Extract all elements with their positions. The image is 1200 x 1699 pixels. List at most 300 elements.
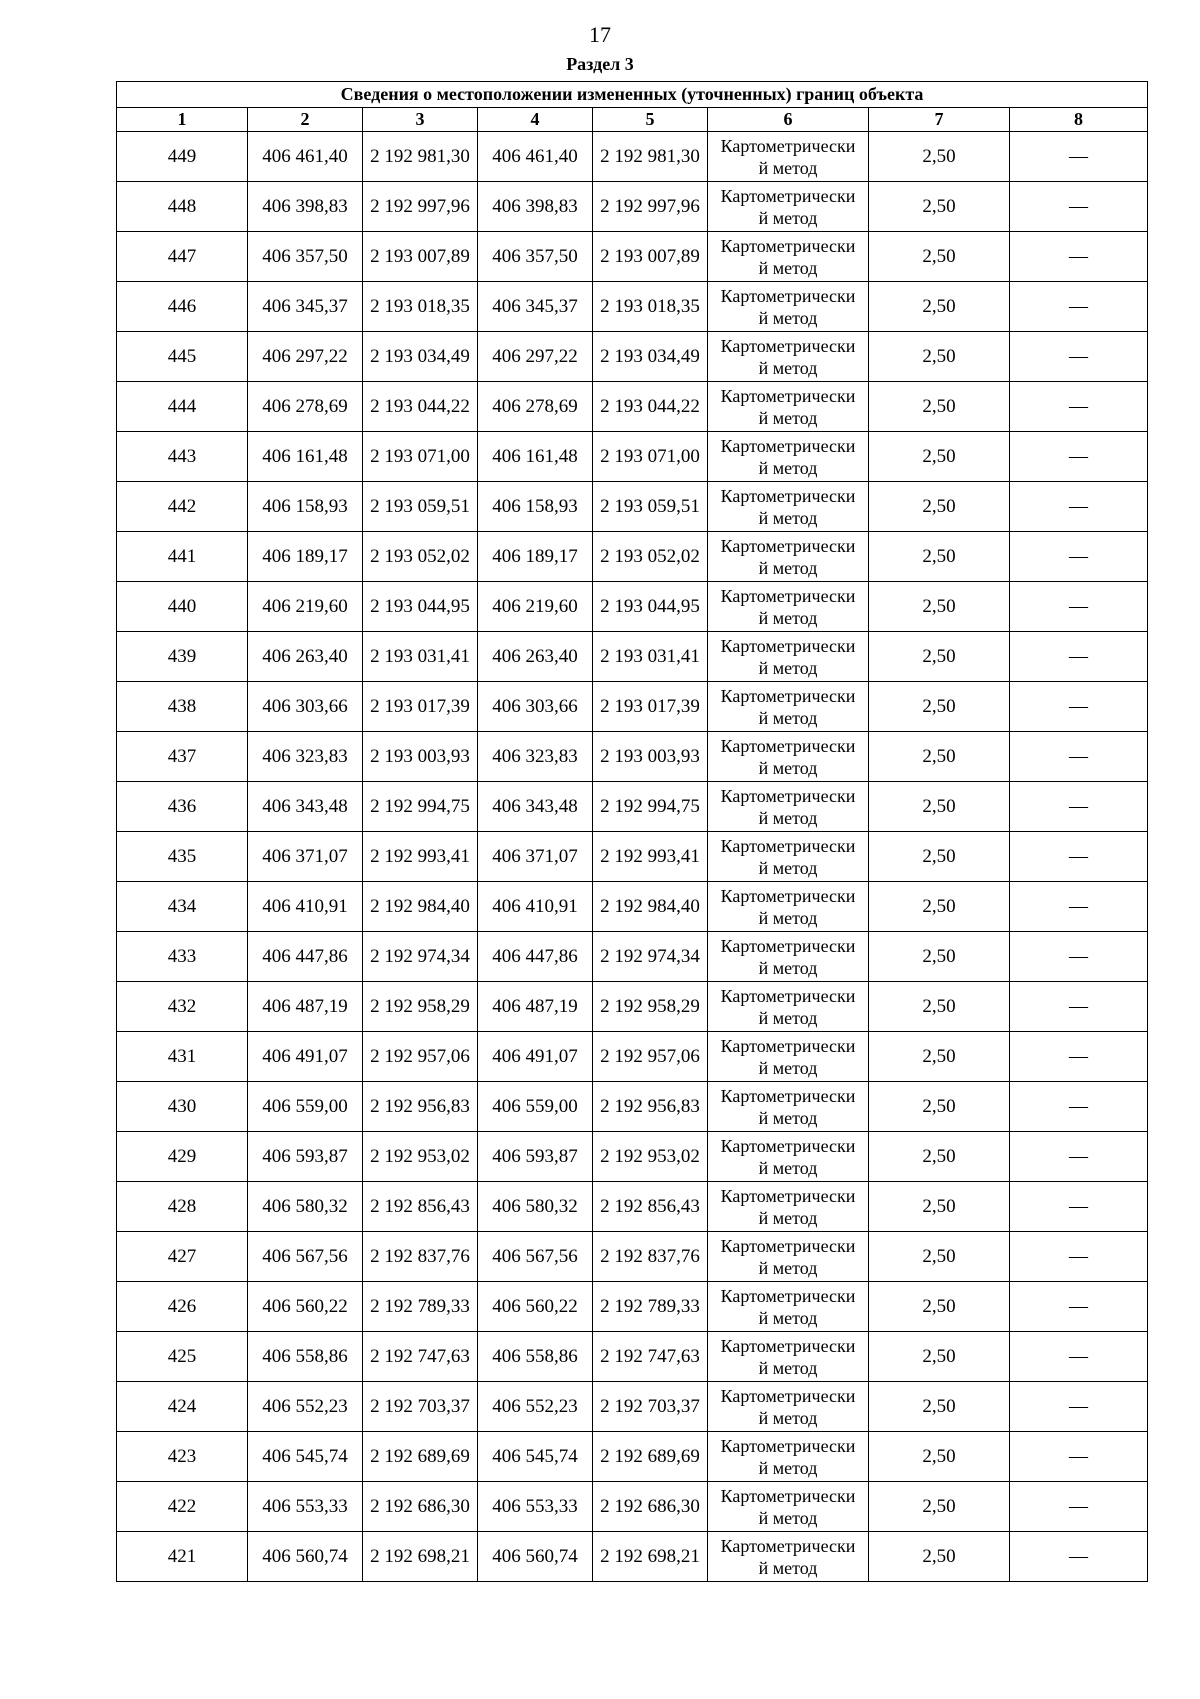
description-cell: —: [1010, 482, 1148, 532]
method-cell: [708, 732, 869, 782]
existing-x-cell: 406 553,33: [248, 1482, 363, 1532]
existing-x-cell: 406 263,40: [248, 632, 363, 682]
existing-y-cell: 2 193 007,89: [363, 232, 478, 282]
method-text-line-2: й метод: [758, 807, 818, 828]
table-row: [117, 182, 1148, 232]
refined-y-cell: 2 193 018,35: [593, 282, 708, 332]
method-text-line-2: й метод: [758, 1357, 818, 1378]
description-cell: —: [1010, 182, 1148, 232]
accuracy-cell: 2,50: [869, 482, 1010, 532]
accuracy-cell: 2,50: [869, 132, 1010, 182]
column-number-8: 8: [1010, 108, 1148, 132]
table-row: [117, 582, 1148, 632]
refined-y-cell: 2 192 984,40: [593, 882, 708, 932]
method-text-line-2: й метод: [758, 1157, 818, 1178]
method-cell: [708, 1482, 869, 1532]
accuracy-cell: 2,50: [869, 332, 1010, 382]
method-text-line-2: й метод: [758, 1107, 818, 1128]
method-text-line-1: Картометрически: [720, 585, 856, 606]
table-caption-row: [117, 82, 1148, 108]
existing-x-cell: 406 357,50: [248, 232, 363, 282]
accuracy-cell: 2,50: [869, 1482, 1010, 1532]
table-row: [117, 782, 1148, 832]
method-cell: [708, 332, 869, 382]
existing-y-cell: 2 192 981,30: [363, 132, 478, 182]
method-text-line-1: Картометрически: [720, 785, 856, 806]
refined-y-cell: 2 192 837,76: [593, 1232, 708, 1282]
refined-x-cell: 406 558,86: [478, 1332, 593, 1382]
table-row: [117, 282, 1148, 332]
table-row: [117, 1482, 1148, 1532]
existing-x-cell: 406 580,32: [248, 1182, 363, 1232]
point-number-cell: 432: [117, 982, 248, 1032]
method-text-line-2: й метод: [758, 1307, 818, 1328]
point-number-cell: 437: [117, 732, 248, 782]
point-number-cell: 446: [117, 282, 248, 332]
table-row: [117, 1132, 1148, 1182]
description-cell: —: [1010, 1132, 1148, 1182]
method-text-line-2: й метод: [758, 1457, 818, 1478]
method-text-line-1: Картометрически: [720, 485, 856, 506]
description-cell: —: [1010, 432, 1148, 482]
table-row: [117, 1032, 1148, 1082]
point-number-cell: 442: [117, 482, 248, 532]
method-text-line-1: Картометрически: [720, 1285, 856, 1306]
method-cell: [708, 1332, 869, 1382]
refined-y-cell: 2 192 698,21: [593, 1532, 708, 1582]
existing-x-cell: 406 303,66: [248, 682, 363, 732]
existing-x-cell: 406 567,56: [248, 1232, 363, 1282]
refined-x-cell: 406 447,86: [478, 932, 593, 982]
method-text-line-1: Картометрически: [720, 1385, 856, 1406]
existing-y-cell: 2 192 953,02: [363, 1132, 478, 1182]
method-cell: [708, 382, 869, 432]
refined-x-cell: 406 371,07: [478, 832, 593, 882]
description-cell: —: [1010, 532, 1148, 582]
method-text-line-1: Картометрически: [720, 835, 856, 856]
accuracy-cell: 2,50: [869, 1282, 1010, 1332]
method-text-line-1: Картометрически: [720, 735, 856, 756]
method-text-line-2: й метод: [758, 407, 818, 428]
existing-x-cell: 406 560,22: [248, 1282, 363, 1332]
existing-x-cell: 406 552,23: [248, 1382, 363, 1432]
existing-y-cell: 2 193 003,93: [363, 732, 478, 782]
method-text-line-2: й метод: [758, 707, 818, 728]
table-row: [117, 982, 1148, 1032]
description-cell: —: [1010, 982, 1148, 1032]
accuracy-cell: 2,50: [869, 1432, 1010, 1482]
refined-y-cell: 2 192 957,06: [593, 1032, 708, 1082]
description-cell: —: [1010, 1282, 1148, 1332]
refined-x-cell: 406 278,69: [478, 382, 593, 432]
refined-x-cell: 406 297,22: [478, 332, 593, 382]
accuracy-cell: 2,50: [869, 1032, 1010, 1082]
description-cell: —: [1010, 1382, 1148, 1432]
method-text-line-2: й метод: [758, 357, 818, 378]
method-cell: [708, 1132, 869, 1182]
method-text-line-2: й метод: [758, 257, 818, 278]
refined-x-cell: 406 580,32: [478, 1182, 593, 1232]
refined-y-cell: 2 192 956,83: [593, 1082, 708, 1132]
method-cell: [708, 282, 869, 332]
point-number-cell: 445: [117, 332, 248, 382]
method-cell: [708, 532, 869, 582]
description-cell: —: [1010, 682, 1148, 732]
method-text-line-2: й метод: [758, 457, 818, 478]
table-row: [117, 1532, 1148, 1582]
refined-y-cell: 2 192 703,37: [593, 1382, 708, 1432]
accuracy-cell: 2,50: [869, 382, 1010, 432]
method-text-line-1: Картометрически: [720, 1435, 856, 1456]
table-row: [117, 1332, 1148, 1382]
description-cell: —: [1010, 1482, 1148, 1532]
point-number-cell: 443: [117, 432, 248, 482]
existing-y-cell: 2 192 856,43: [363, 1182, 478, 1232]
refined-y-cell: 2 193 071,00: [593, 432, 708, 482]
method-text-line-2: й метод: [758, 907, 818, 928]
point-number-cell: 430: [117, 1082, 248, 1132]
existing-x-cell: 406 487,19: [248, 982, 363, 1032]
refined-y-cell: 2 192 747,63: [593, 1332, 708, 1382]
point-number-cell: 423: [117, 1432, 248, 1482]
method-text-line-2: й метод: [758, 207, 818, 228]
method-cell: [708, 782, 869, 832]
refined-y-cell: 2 192 993,41: [593, 832, 708, 882]
refined-y-cell: 2 192 974,34: [593, 932, 708, 982]
refined-x-cell: 406 398,83: [478, 182, 593, 232]
description-cell: —: [1010, 882, 1148, 932]
description-cell: —: [1010, 1032, 1148, 1082]
method-cell: [708, 1282, 869, 1332]
existing-x-cell: 406 491,07: [248, 1032, 363, 1082]
boundary-coordinates-table: [116, 81, 1148, 1582]
method-cell: [708, 582, 869, 632]
point-number-cell: 429: [117, 1132, 248, 1182]
accuracy-cell: 2,50: [869, 782, 1010, 832]
method-text-line-1: Картометрически: [720, 535, 856, 556]
refined-x-cell: 406 410,91: [478, 882, 593, 932]
refined-x-cell: 406 219,60: [478, 582, 593, 632]
method-text-line-1: Картометрически: [720, 385, 856, 406]
accuracy-cell: 2,50: [869, 1332, 1010, 1382]
refined-x-cell: 406 323,83: [478, 732, 593, 782]
existing-y-cell: 2 192 789,33: [363, 1282, 478, 1332]
point-number-cell: 441: [117, 532, 248, 582]
refined-x-cell: 406 487,19: [478, 982, 593, 1032]
refined-x-cell: 406 560,74: [478, 1532, 593, 1582]
refined-x-cell: 406 559,00: [478, 1082, 593, 1132]
accuracy-cell: 2,50: [869, 232, 1010, 282]
point-number-cell: 425: [117, 1332, 248, 1382]
existing-x-cell: 406 158,93: [248, 482, 363, 532]
existing-y-cell: 2 192 689,69: [363, 1432, 478, 1482]
existing-y-cell: 2 192 974,34: [363, 932, 478, 982]
accuracy-cell: 2,50: [869, 1132, 1010, 1182]
table-row: [117, 932, 1148, 982]
existing-y-cell: 2 192 837,76: [363, 1232, 478, 1282]
table-row: [117, 1432, 1148, 1482]
description-cell: —: [1010, 582, 1148, 632]
description-cell: —: [1010, 1182, 1148, 1232]
existing-x-cell: 406 323,83: [248, 732, 363, 782]
refined-x-cell: 406 593,87: [478, 1132, 593, 1182]
description-cell: —: [1010, 1332, 1148, 1382]
accuracy-cell: 2,50: [869, 682, 1010, 732]
description-cell: —: [1010, 1532, 1148, 1582]
method-text-line-1: Картометрически: [720, 1535, 856, 1556]
column-number-5: 5: [593, 108, 708, 132]
accuracy-cell: 2,50: [869, 982, 1010, 1032]
accuracy-cell: 2,50: [869, 1532, 1010, 1582]
point-number-cell: 444: [117, 382, 248, 432]
description-cell: —: [1010, 1232, 1148, 1282]
description-cell: —: [1010, 732, 1148, 782]
method-text-line-1: Картометрически: [720, 1135, 856, 1156]
refined-x-cell: 406 357,50: [478, 232, 593, 282]
existing-x-cell: 406 371,07: [248, 832, 363, 882]
method-text-line-1: Картометрически: [720, 335, 856, 356]
method-cell: [708, 982, 869, 1032]
existing-y-cell: 2 193 071,00: [363, 432, 478, 482]
refined-y-cell: 2 193 052,02: [593, 532, 708, 582]
description-cell: —: [1010, 932, 1148, 982]
accuracy-cell: 2,50: [869, 632, 1010, 682]
point-number-cell: 431: [117, 1032, 248, 1082]
method-text-line-1: Картометрически: [720, 635, 856, 656]
table-row: [117, 132, 1148, 182]
method-text-line-1: Картометрически: [720, 185, 856, 206]
table-row: [117, 1082, 1148, 1132]
accuracy-cell: 2,50: [869, 932, 1010, 982]
description-cell: —: [1010, 232, 1148, 282]
refined-x-cell: 406 461,40: [478, 132, 593, 182]
existing-y-cell: 2 192 686,30: [363, 1482, 478, 1532]
description-cell: —: [1010, 632, 1148, 682]
method-text-line-2: й метод: [758, 1257, 818, 1278]
method-text-line-2: й метод: [758, 307, 818, 328]
existing-y-cell: 2 192 993,41: [363, 832, 478, 882]
method-text-line-2: й метод: [758, 507, 818, 528]
refined-x-cell: 406 263,40: [478, 632, 593, 682]
description-cell: —: [1010, 132, 1148, 182]
column-number-6: 6: [708, 108, 869, 132]
refined-y-cell: 2 193 044,95: [593, 582, 708, 632]
method-text-line-2: й метод: [758, 1407, 818, 1428]
method-text-line-1: Картометрически: [720, 1485, 856, 1506]
existing-x-cell: 406 410,91: [248, 882, 363, 932]
table-row: [117, 682, 1148, 732]
existing-x-cell: 406 219,60: [248, 582, 363, 632]
description-cell: —: [1010, 382, 1148, 432]
table-row: [117, 1282, 1148, 1332]
method-text-line-1: Картометрически: [720, 985, 856, 1006]
column-number-row: [117, 108, 1148, 132]
method-text-line-2: й метод: [758, 957, 818, 978]
existing-x-cell: 406 593,87: [248, 1132, 363, 1182]
method-text-line-2: й метод: [758, 1007, 818, 1028]
method-cell: [708, 832, 869, 882]
refined-y-cell: 2 192 689,69: [593, 1432, 708, 1482]
accuracy-cell: 2,50: [869, 1382, 1010, 1432]
refined-x-cell: 406 552,23: [478, 1382, 593, 1432]
table-row: [117, 532, 1148, 582]
table-caption: Сведения о местоположении измененных (уточненных) границ объекта: [117, 82, 1148, 108]
refined-y-cell: 2 193 003,93: [593, 732, 708, 782]
refined-y-cell: 2 192 958,29: [593, 982, 708, 1032]
section-title: Раздел 3: [566, 54, 634, 74]
accuracy-cell: 2,50: [869, 532, 1010, 582]
existing-x-cell: 406 189,17: [248, 532, 363, 582]
existing-x-cell: 406 161,48: [248, 432, 363, 482]
method-cell: [708, 632, 869, 682]
method-cell: [708, 932, 869, 982]
accuracy-cell: 2,50: [869, 882, 1010, 932]
method-text-line-2: й метод: [758, 557, 818, 578]
existing-x-cell: 406 447,86: [248, 932, 363, 982]
accuracy-cell: 2,50: [869, 182, 1010, 232]
point-number-cell: 436: [117, 782, 248, 832]
refined-x-cell: 406 545,74: [478, 1432, 593, 1482]
point-number-cell: 421: [117, 1532, 248, 1582]
accuracy-cell: 2,50: [869, 1182, 1010, 1232]
point-number-cell: 435: [117, 832, 248, 882]
refined-x-cell: 406 491,07: [478, 1032, 593, 1082]
refined-x-cell: 406 303,66: [478, 682, 593, 732]
refined-x-cell: 406 158,93: [478, 482, 593, 532]
method-cell: [708, 1082, 869, 1132]
method-cell: [708, 682, 869, 732]
existing-x-cell: 406 545,74: [248, 1432, 363, 1482]
point-number-cell: 448: [117, 182, 248, 232]
method-text-line-1: Картометрически: [720, 1085, 856, 1106]
method-text-line-2: й метод: [758, 157, 818, 178]
column-number-3: 3: [363, 108, 478, 132]
method-text-line-1: Картометрически: [720, 1185, 856, 1206]
column-number-7: 7: [869, 108, 1010, 132]
description-cell: —: [1010, 332, 1148, 382]
description-cell: —: [1010, 832, 1148, 882]
refined-y-cell: 2 192 994,75: [593, 782, 708, 832]
method-text-line-2: й метод: [758, 1207, 818, 1228]
refined-x-cell: 406 553,33: [478, 1482, 593, 1532]
point-number-cell: 440: [117, 582, 248, 632]
existing-y-cell: 2 193 018,35: [363, 282, 478, 332]
existing-x-cell: 406 461,40: [248, 132, 363, 182]
existing-y-cell: 2 192 958,29: [363, 982, 478, 1032]
existing-y-cell: 2 192 957,06: [363, 1032, 478, 1082]
existing-y-cell: 2 193 017,39: [363, 682, 478, 732]
method-text-line-1: Картометрически: [720, 285, 856, 306]
accuracy-cell: 2,50: [869, 1082, 1010, 1132]
existing-y-cell: 2 192 994,75: [363, 782, 478, 832]
refined-y-cell: 2 193 044,22: [593, 382, 708, 432]
method-cell: [708, 882, 869, 932]
refined-y-cell: 2 193 031,41: [593, 632, 708, 682]
accuracy-cell: 2,50: [869, 582, 1010, 632]
existing-y-cell: 2 193 034,49: [363, 332, 478, 382]
method-text-line-1: Картометрически: [720, 885, 856, 906]
method-text-line-1: Картометрически: [720, 1335, 856, 1356]
column-number-4: 4: [478, 108, 593, 132]
existing-x-cell: 406 278,69: [248, 382, 363, 432]
method-text-line-2: й метод: [758, 757, 818, 778]
table-row: [117, 232, 1148, 282]
refined-y-cell: 2 192 789,33: [593, 1282, 708, 1332]
method-text-line-1: Картометрически: [720, 235, 856, 256]
description-cell: —: [1010, 782, 1148, 832]
point-number-cell: 422: [117, 1482, 248, 1532]
point-number-cell: 428: [117, 1182, 248, 1232]
method-cell: [708, 1032, 869, 1082]
method-text-line-2: й метод: [758, 607, 818, 628]
method-cell: [708, 1532, 869, 1582]
method-cell: [708, 482, 869, 532]
refined-y-cell: 2 192 997,96: [593, 182, 708, 232]
method-text-line-1: Картометрически: [720, 935, 856, 956]
existing-y-cell: 2 192 997,96: [363, 182, 478, 232]
existing-x-cell: 406 345,37: [248, 282, 363, 332]
refined-y-cell: 2 193 007,89: [593, 232, 708, 282]
table-row: [117, 732, 1148, 782]
table-row: [117, 332, 1148, 382]
refined-y-cell: 2 193 034,49: [593, 332, 708, 382]
method-text-line-2: й метод: [758, 857, 818, 878]
method-cell: [708, 432, 869, 482]
existing-y-cell: 2 192 698,21: [363, 1532, 478, 1582]
method-cell: [708, 1182, 869, 1232]
table-row: [117, 832, 1148, 882]
method-cell: [708, 232, 869, 282]
refined-y-cell: 2 193 017,39: [593, 682, 708, 732]
description-cell: —: [1010, 282, 1148, 332]
point-number-cell: 439: [117, 632, 248, 682]
method-text-line-1: Картометрически: [720, 135, 856, 156]
table-row: [117, 1232, 1148, 1282]
point-number-cell: 427: [117, 1232, 248, 1282]
page-number: 17: [589, 22, 611, 47]
table-row: [117, 632, 1148, 682]
table-row: [117, 432, 1148, 482]
method-cell: [708, 1382, 869, 1432]
point-number-cell: 433: [117, 932, 248, 982]
method-text-line-2: й метод: [758, 1507, 818, 1528]
point-number-cell: 447: [117, 232, 248, 282]
table-row: [117, 882, 1148, 932]
method-text-line-1: Картометрически: [720, 1035, 856, 1056]
method-text-line-2: й метод: [758, 1057, 818, 1078]
existing-x-cell: 406 398,83: [248, 182, 363, 232]
existing-x-cell: 406 343,48: [248, 782, 363, 832]
refined-x-cell: 406 560,22: [478, 1282, 593, 1332]
accuracy-cell: 2,50: [869, 282, 1010, 332]
method-cell: [708, 132, 869, 182]
existing-y-cell: 2 192 956,83: [363, 1082, 478, 1132]
refined-x-cell: 406 161,48: [478, 432, 593, 482]
existing-y-cell: 2 192 984,40: [363, 882, 478, 932]
refined-x-cell: 406 345,37: [478, 282, 593, 332]
refined-y-cell: 2 192 953,02: [593, 1132, 708, 1182]
existing-y-cell: 2 193 031,41: [363, 632, 478, 682]
point-number-cell: 434: [117, 882, 248, 932]
existing-y-cell: 2 193 044,22: [363, 382, 478, 432]
refined-x-cell: 406 189,17: [478, 532, 593, 582]
method-text-line-2: й метод: [758, 657, 818, 678]
refined-y-cell: 2 192 981,30: [593, 132, 708, 182]
refined-y-cell: 2 192 686,30: [593, 1482, 708, 1532]
existing-x-cell: 406 560,74: [248, 1532, 363, 1582]
table-row: [117, 1382, 1148, 1432]
refined-y-cell: 2 192 856,43: [593, 1182, 708, 1232]
